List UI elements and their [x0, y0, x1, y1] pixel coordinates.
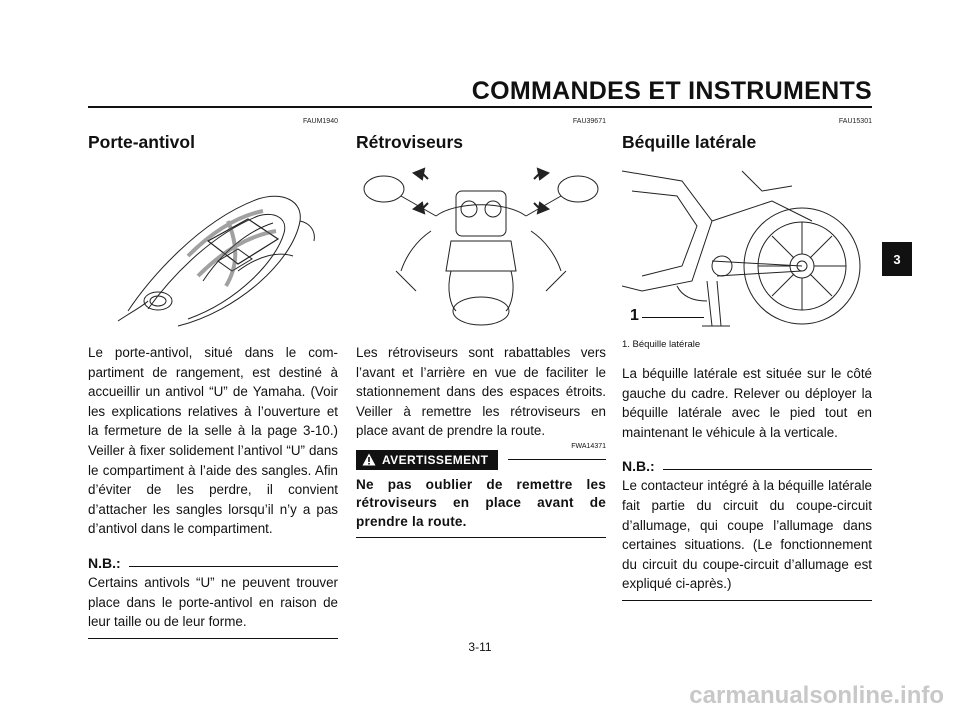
warning-heading — [356, 450, 606, 470]
chapter-tab: 3 — [882, 242, 912, 276]
section-retroviseurs — [356, 118, 606, 538]
watermark: carmanualsonline.info — [689, 682, 944, 709]
note-label: N.B.: — [622, 458, 655, 475]
note-rule — [663, 469, 872, 470]
section-body: Les rétroviseurs sont rabattables vers l’avant et l’arrière en vue de faciliter le stationnement dans des espaces étroits. Veiller à remettre les rétroviseurs en place avant de prendre la route. — [356, 345, 606, 439]
mirrors-illustration — [356, 161, 606, 331]
section-body: La béquille latérale est située sur le côté gauche du cadre. Relever ou déployer la béquille latérale avec le pied tout en maintenant le véhicule à la verticale. — [622, 366, 872, 440]
seat-compartment-illustration — [88, 161, 338, 331]
section-title: Béquille latérale — [622, 132, 757, 152]
section-bequille-laterale — [622, 118, 872, 601]
callout-line — [642, 317, 704, 318]
section-code: FAU15301 — [838, 118, 872, 125]
note-end-rule — [88, 638, 338, 639]
section-code: FAUM1940 — [302, 118, 338, 125]
note-heading — [88, 555, 338, 571]
warning-triangle-icon — [362, 453, 376, 466]
seat-compartment-drawing — [88, 161, 338, 331]
warning-rule — [508, 459, 606, 460]
note-label: N.B.: — [88, 554, 121, 571]
section-body: Le porte-antivol, situé dans le compartiment de rangement, est destiné à accueillir un antivol “U” de Yamaha. (Voir les explications relatives à l’ouverture et la fermeture de la selle à la page 3-10.) Veiller à fixer solidement l’antivol “U” dans le compartiment à l’aide des sangles. Afin d’éviter de les perdre, il convient d’attacher les sangles lorsqu’il n’y a pas d’antivol dans le compartiment. — [88, 345, 338, 537]
warning-label: AVERTISSEMENT — [382, 452, 489, 467]
section-porte-antivol — [88, 118, 338, 639]
section-title: Porte-antivol — [88, 132, 195, 152]
section-title: Rétroviseurs — [356, 132, 463, 152]
callout-number: 1 — [630, 307, 639, 324]
sidestand-illustration — [622, 161, 872, 331]
chapter-title: COMMANDES ET INSTRUMENTS — [471, 77, 872, 105]
note-text: Le contacteur intégré à la béquille latérale fait partie du circuit du coupe-circuit d’allumage, qui coupe l’allumage dans certaines situations. (Le fonctionnement du circuit du coupe-circuit d’allumage est expliqué ci-après.) — [622, 478, 872, 592]
page-number: 3-11 — [468, 640, 492, 654]
note-end-rule — [622, 600, 872, 601]
sidestand-drawing — [622, 161, 872, 331]
warning-code: FWA14371 — [571, 442, 606, 450]
section-code: FAU39671 — [572, 118, 606, 125]
note-heading — [622, 458, 872, 474]
mirrors-drawing — [356, 161, 606, 331]
warning-badge — [356, 450, 498, 470]
note-rule — [129, 566, 338, 567]
warning-text: Ne pas oublier de remettre les rétroviseurs en place avant de prendre la route. — [356, 476, 606, 529]
warning-end-rule — [356, 537, 606, 538]
header-rule — [88, 106, 872, 108]
figure-caption: 1. Béquille latérale — [622, 339, 701, 350]
note-text: Certains antivols “U” ne peuvent trouver place dans le porte-antivol en raison de leur taille ou de leur forme. — [88, 574, 338, 630]
